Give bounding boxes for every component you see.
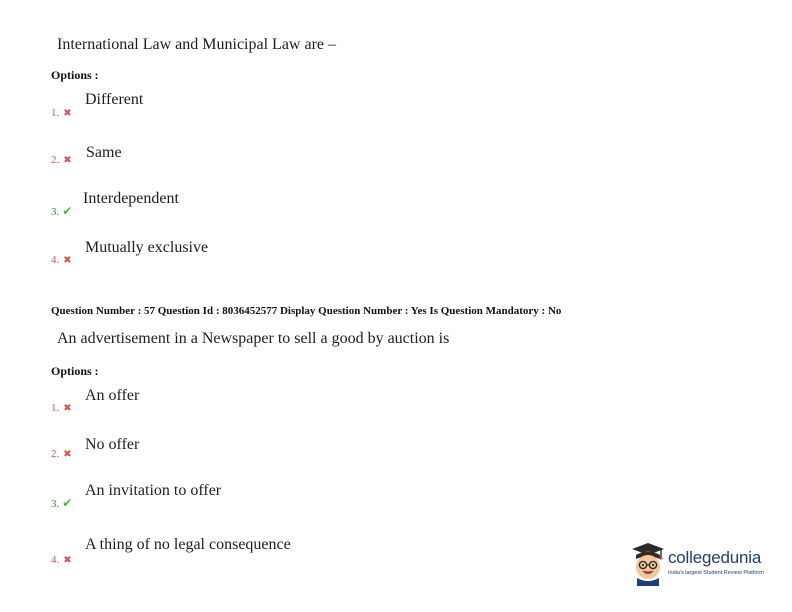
q2-option-3-number: 3. ✔ <box>51 496 73 510</box>
q2-option-2-number: 2. ✖ <box>51 448 72 460</box>
question-2-text: An advertisement in a Newspaper to sell a good by auction is <box>57 330 450 347</box>
check-mark-icon: ✔ <box>62 496 73 510</box>
question-2-meta: Question Number : 57 Question Id : 8036452577 Display Question Number : Yes Is Question Mandatory : No <box>51 305 562 317</box>
cross-mark-icon: ✖ <box>63 155 72 166</box>
q1-option-2-number: 2. ✖ <box>51 154 72 166</box>
q2-option-2-text: No offer <box>85 436 140 453</box>
collegedunia-logo <box>628 538 778 588</box>
cross-mark-icon: ✖ <box>63 555 72 566</box>
cross-mark-icon: ✖ <box>63 449 72 460</box>
q1-option-4-text: Mutually exclusive <box>85 239 209 256</box>
q2-option-1-text: An offer <box>85 387 140 404</box>
q1-option-3-number: 3. ✔ <box>51 204 73 218</box>
logo-tagline: India's largest Student Review Platform <box>668 570 764 576</box>
question-1-options-label: Options : <box>51 68 99 82</box>
check-mark-icon: ✔ <box>62 204 73 218</box>
q1-option-2-text: Same <box>86 144 122 161</box>
q2-option-1-number: 1. ✖ <box>51 402 72 414</box>
cross-mark-icon: ✖ <box>63 255 72 266</box>
q1-option-1-number: 1. ✖ <box>51 107 72 119</box>
cross-mark-icon: ✖ <box>63 108 72 119</box>
student-mascot-icon <box>628 540 668 586</box>
logo-wordmark: collegedunia <box>668 548 762 567</box>
q1-option-4-number: 4. ✖ <box>51 254 72 266</box>
q2-option-4-number: 4. ✖ <box>51 554 72 566</box>
q2-option-3-text: An invitation to offer <box>85 482 222 499</box>
q2-option-4-text: A thing of no legal consequence <box>85 536 291 553</box>
question-2-options-label: Options : <box>51 364 99 378</box>
question-1-text: International Law and Municipal Law are – <box>57 36 336 53</box>
q1-option-3-text: Interdependent <box>83 190 179 207</box>
cross-mark-icon: ✖ <box>63 403 72 414</box>
q1-option-1-text: Different <box>85 91 144 108</box>
